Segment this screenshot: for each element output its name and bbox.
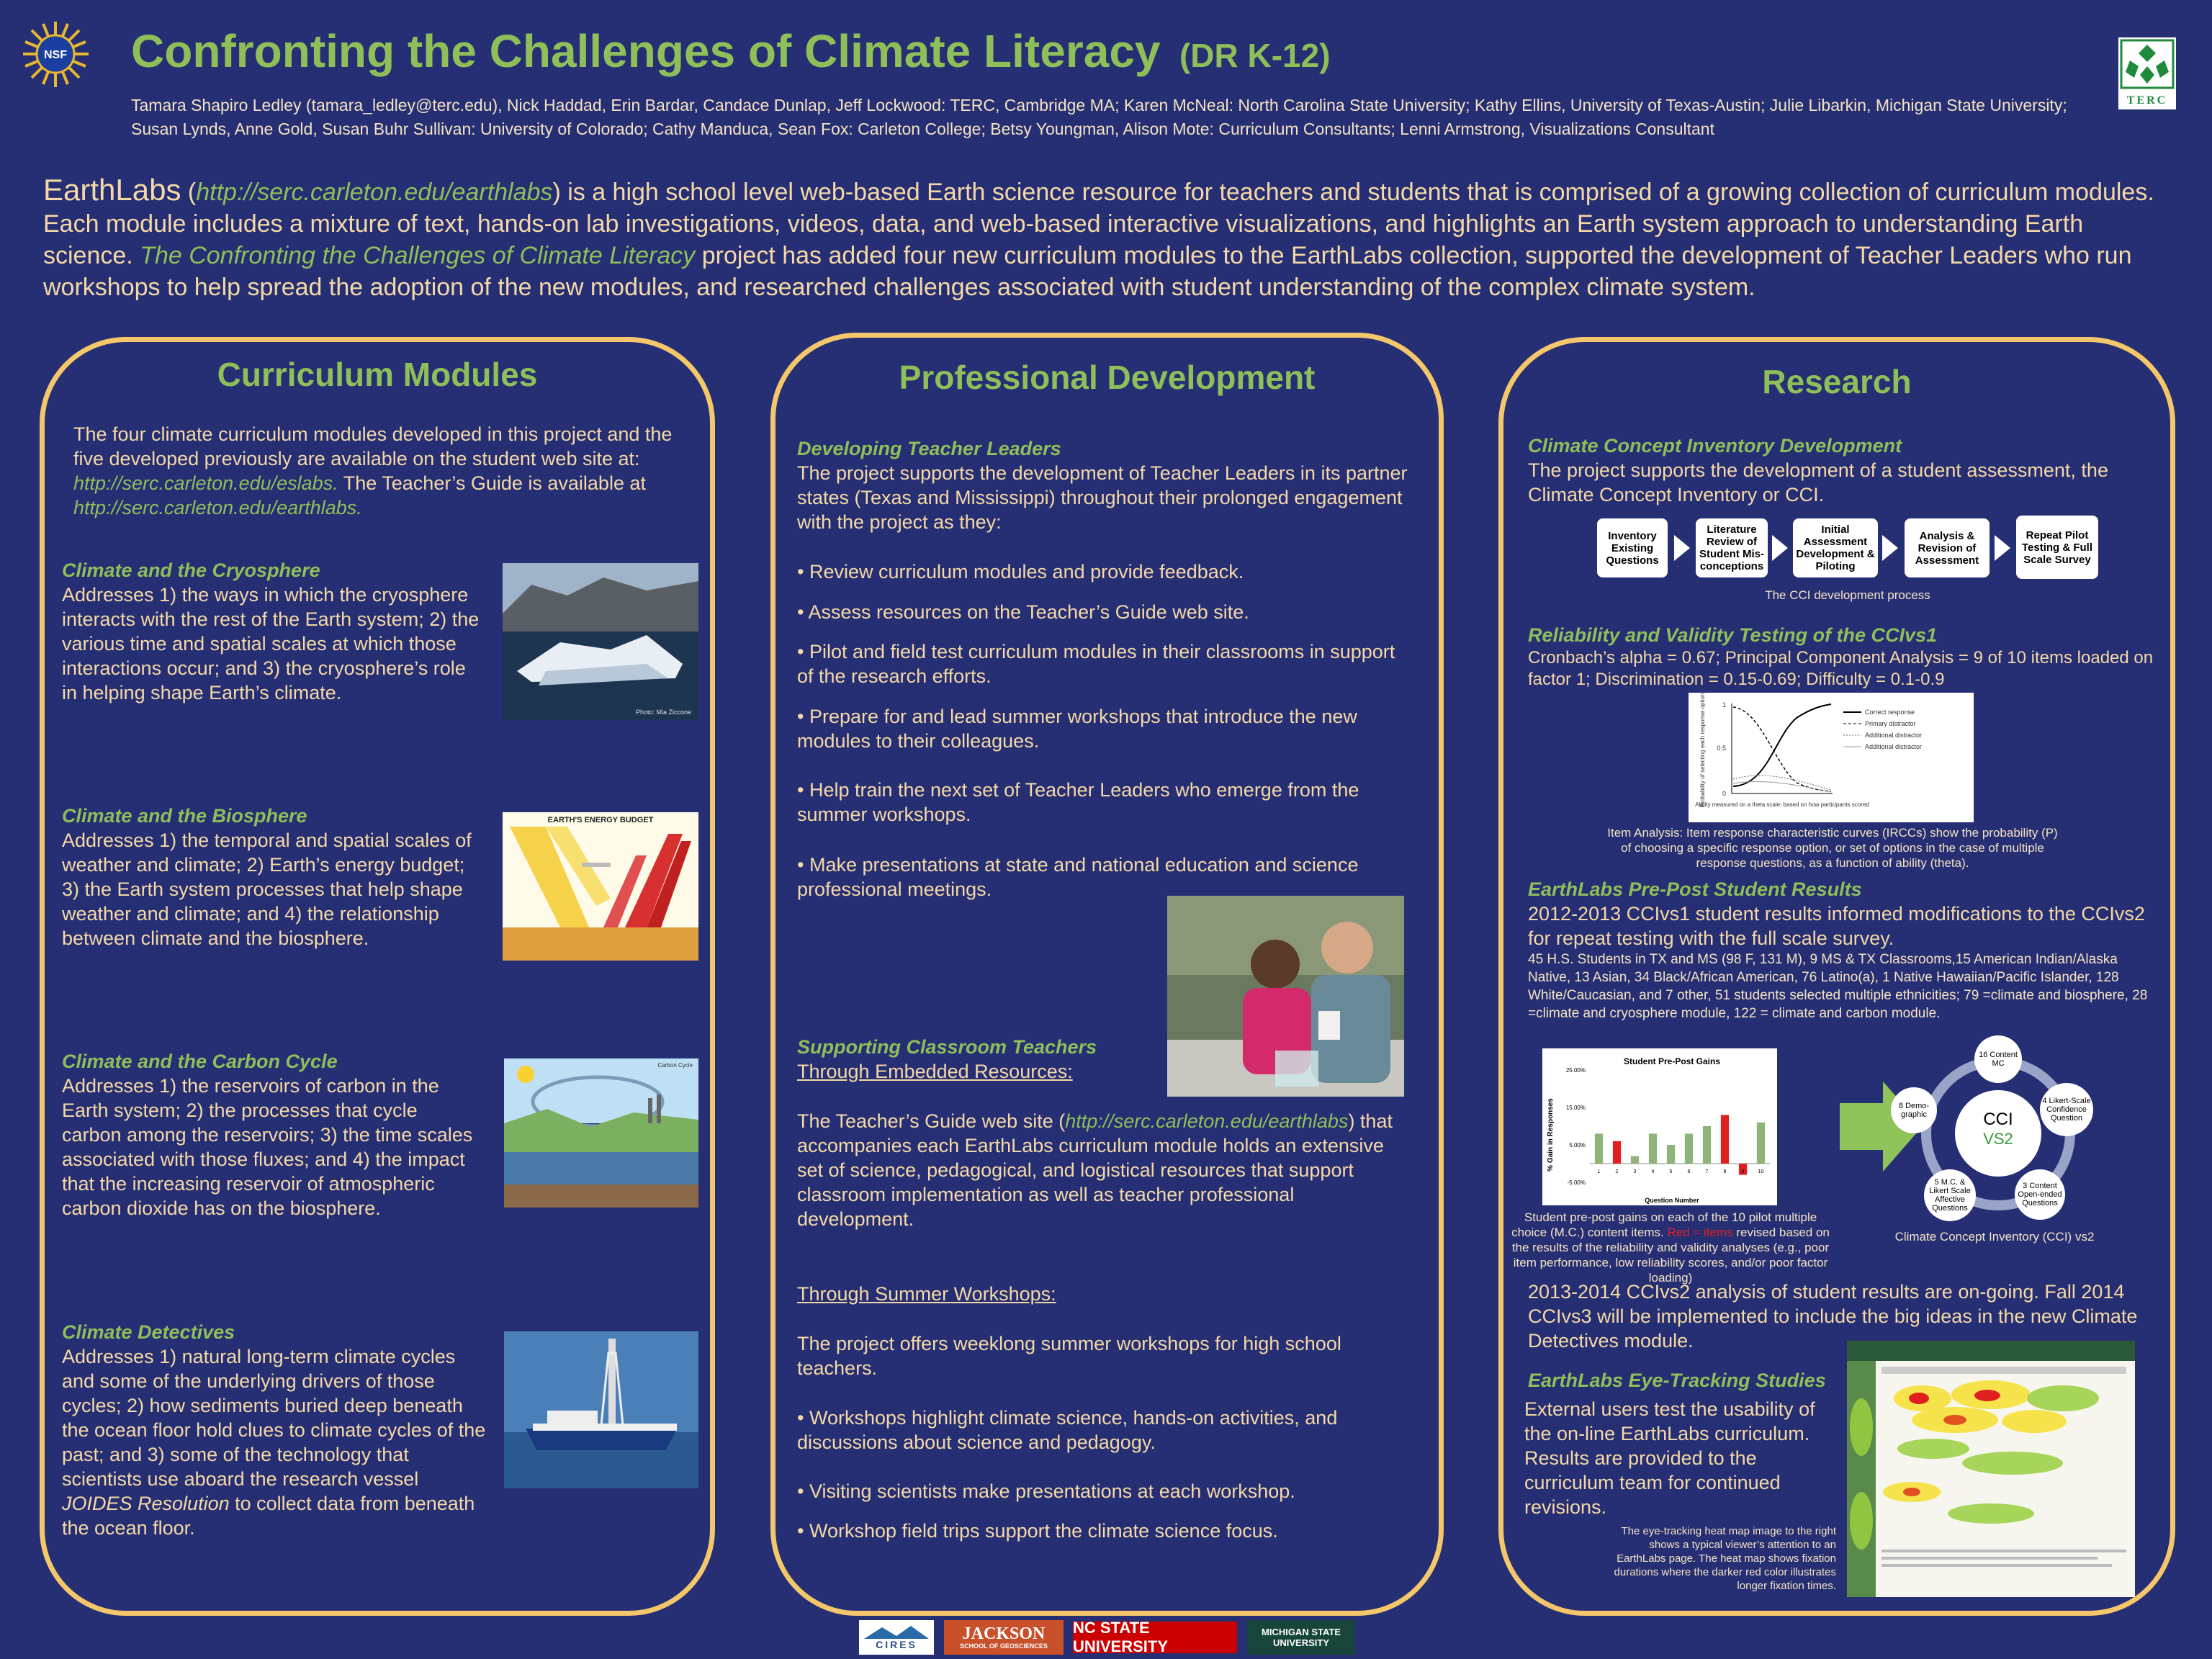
eslabs-link[interactable]: http://serc.carleton.edu/eslabs. xyxy=(73,472,338,494)
pd-workshops-heading: Through Summer Workshops: xyxy=(797,1283,1056,1305)
chart-xtick-label: 2 xyxy=(1615,1169,1619,1174)
chart-xtick-label: 4 xyxy=(1651,1169,1655,1174)
ircc-caption: Item Analysis: Item response characteristic curves (IRCCs) show the probability (P) of choosing a specific response option, or set of options in the case of multiple response questions, as a function of ability (theta). xyxy=(1607,826,2058,870)
research-title: Research xyxy=(1762,363,1912,400)
module-text: Addresses 1) natural long-term climate cycles and some of the underlying drivers of those cycles; 2) how sediments buried deep beneath the ocean floor hold clues to climate cycles of the past; and 3) some of the technology that scientists use aboard the research vessel JOIDES Resolution to collect data from beneath the ocean floor. xyxy=(62,1346,486,1539)
chart-ytick-label: 15.00% xyxy=(1565,1105,1586,1111)
svg-text:Ability measured on a theta sc: Ability measured on a theta scale: based on how participants scored xyxy=(1695,801,1869,808)
pd-bullet: • Help train the next set of Teacher Leaders who emerge from the summer workshops. xyxy=(797,779,1359,825)
cci-node: 5 M.C. & Likert Scale Affective Questions xyxy=(1924,1169,1976,1221)
chart-bar xyxy=(1757,1123,1765,1164)
teacher-guide-link[interactable]: http://serc.carleton.edu/earthlabs. xyxy=(73,497,362,518)
curriculum-intro: The four climate curriculum modules developed in this project and the five developed previously are available on the student web site at: http://serc.carleton.edu/eslabs. The Teacher’s Guide is available at http://serc.carleton.edu/earthlabs. xyxy=(73,423,673,518)
pd-classroom-support xyxy=(797,1035,1157,1084)
section-text: The project supports the development of Teacher Leaders in its partner states (Texas and Mississippi) throughout their prolonged engagement with the project as they: xyxy=(797,462,1408,533)
svg-text:Additional distractor: Additional distractor xyxy=(1865,743,1923,750)
section-heading: Developing Teacher Leaders xyxy=(797,438,1061,459)
pd-bullet: • Review curriculum modules and provide feedback. xyxy=(797,561,1244,583)
chart-xtick-label: 6 xyxy=(1687,1169,1691,1174)
module-title: Climate Detectives xyxy=(62,1321,235,1343)
research-reliability xyxy=(1528,623,2162,691)
curriculum-title: Curriculum Modules xyxy=(217,356,538,393)
flow-caption: The CCI development process xyxy=(1765,588,1930,602)
section-heading: EarthLabs Pre-Post Student Results xyxy=(1528,878,1862,900)
pd-bullet: • Make presentations at state and national education and science professional meetings. xyxy=(797,854,1359,900)
chart-xtick-label: 3 xyxy=(1633,1169,1637,1174)
pd-bullet: • Assess resources on the Teacher’s Guide web site. xyxy=(797,601,1249,623)
cci-node: 3 Content Open-ended Questions xyxy=(2015,1169,2065,1220)
carbon-cycle-diagram xyxy=(504,1058,698,1208)
svg-text:Probability of selecting each: Probability of selecting each response option xyxy=(1699,693,1706,808)
svg-text:Correct response: Correct response xyxy=(1865,709,1915,716)
module-text: Addresses 1) the temporal and spatial scales of weather and climate; 2) Earth’s energy budget; 3) the Earth system processes that help shape weather and climate; and 4) the relationship between climate and the biosphere. xyxy=(62,830,472,949)
research-cci xyxy=(1528,433,2162,507)
eye-tracking-text: External users test the usability of the on-line EarthLabs curriculum. Results are provided to the curriculum team for continued revisions. xyxy=(1524,1398,1815,1518)
module-title: Climate and the Carbon Cycle xyxy=(62,1051,338,1072)
earthlabs-link[interactable]: http://serc.carleton.edu/earthlabs xyxy=(196,179,553,206)
cci-diagram xyxy=(1887,1034,2103,1237)
flow-arrow xyxy=(1882,535,1898,561)
module-title: Climate and the Biosphere xyxy=(62,805,307,827)
flow-step: Analysis & Revision of Assessment xyxy=(1905,518,1990,577)
eye-tracking-heatmap xyxy=(1847,1341,2135,1597)
intro-paragraph: EarthLabs (http://serc.carleton.edu/earthlabs) is a high school level web-based Earth science resource for teachers and students that is comprised of a growing collection of curriculum modules. Each module includes a mixture of text, hands-on lab investigations, videos, data, and web-based interactive visualizations, and highlights an Earth system approach to understanding Earth science. The Confronting the Challenges of Climate Literacy project has added four new curriculum modules to the EarthLabs collection, supported the development of Teacher Leaders who run workshops to help spread the adoption of the new modules, and researched challenges associated with student understanding of the complex climate system. xyxy=(43,173,2154,301)
cci-caption: Climate Concept Inventory (CCI) vs2 xyxy=(1894,1230,2095,1244)
module-biosphere xyxy=(62,804,480,950)
chart-xlabel: Question Number xyxy=(1645,1197,1699,1204)
pd-teacher-leaders xyxy=(797,436,1409,534)
earthlabs-name: EarthLabs xyxy=(43,173,181,207)
chart-bar xyxy=(1595,1133,1603,1164)
chart-ytick-label: 5.00% xyxy=(1569,1142,1586,1148)
pd-embedded-text: The Teacher’s Guide web site (http://serc.carleton.edu/earthlabs) that accompanies each EarthLabs curriculum module holds an extensive set of science, pedagogical, and logistical resources that support classroom implementation as well as teacher professional development. xyxy=(797,1110,1393,1230)
msu-logo: MICHIGAN STATE UNIVERSITY xyxy=(1247,1620,1355,1655)
flow-step: Initial Assessment Development & Piloting xyxy=(1793,518,1878,577)
gains-chart xyxy=(1542,1048,1777,1205)
module-cryosphere xyxy=(62,558,480,705)
module-text: Addresses 1) the reservoirs of carbon in the Earth system; 2) the processes that cycle carbon among the reservoirs; 3) the time scales associated with those fluxes; and 4) the impact that the increasing reservoir of atmospheric carbon dioxide has on the biosphere. xyxy=(62,1075,473,1219)
grant-label: (DR K-12) xyxy=(1179,37,1331,74)
eye-tracking-heading: EarthLabs Eye-Tracking Studies xyxy=(1528,1370,1826,1391)
flow-step: Repeat Pilot Testing & Full Scale Survey xyxy=(2016,516,2098,579)
flow-arrow xyxy=(1995,535,2010,561)
flow-step: Literature Review of Student Mis-conceptions xyxy=(1696,518,1768,577)
section-heading: Reliability and Validity Testing of the CCIvs1 xyxy=(1528,624,1938,646)
joides-ship-photo xyxy=(504,1331,698,1488)
energy-budget-diagram xyxy=(503,812,698,961)
teacher-guide-link[interactable]: http://serc.carleton.edu/earthlabs xyxy=(1065,1110,1349,1132)
flow-arrow xyxy=(1772,535,1788,561)
cryosphere-photo xyxy=(503,563,698,720)
pd-bullet: • Visiting scientists make presentations at each workshop. xyxy=(797,1480,1295,1502)
module-carbon-cycle xyxy=(62,1049,480,1220)
module-title: Climate and the Cryosphere xyxy=(62,559,320,581)
student-demographics: 45 H.S. Students in TX and MS (98 F, 131 M), 9 MS & TX Classrooms,15 American Indian/Alaska Native, 13 Asian, 34 Black/African American, 76 Latino(a), 1 Native Hawaiian/Pacific Islander, 128 White/Caucasian, and 7 other, 51 students selected multiple ethnicities; 79 =climate and biosphere, 28 =climate and cryosphere module, 122 = climate and carbon module. xyxy=(1528,952,2148,1021)
section-text: The project supports the development of a student assessment, the Climate Concept Inventory or CCI. xyxy=(1528,459,2108,505)
poster-title: Confronting the Challenges of Climate Literacy xyxy=(131,25,1161,77)
pd-bullet: • Pilot and field test curriculum modules in their classrooms in support of the research efforts. xyxy=(797,641,1395,687)
section-heading: Supporting Classroom Teachers xyxy=(797,1036,1097,1058)
module-climate-detectives xyxy=(62,1320,487,1540)
svg-text:Additional distractor: Additional distractor xyxy=(1865,732,1923,739)
ircc-chart xyxy=(1689,693,1974,822)
workshop-photo xyxy=(1167,896,1404,1097)
chart-bar xyxy=(1631,1156,1639,1164)
chart-bar xyxy=(1703,1126,1711,1164)
chart-xtick-label: 10 xyxy=(1758,1169,1764,1174)
chart-title: Student Pre-Post Gains xyxy=(1623,1056,1721,1066)
cci-center: CCI VS2 xyxy=(1983,1110,2013,1148)
chart-xtick-label: 8 xyxy=(1723,1169,1727,1174)
research-prepost xyxy=(1528,877,2162,1022)
project-name: The Confronting the Challenges of Climate Literacy xyxy=(140,242,696,269)
section-subheading: Through Embedded Resources: xyxy=(797,1061,1073,1082)
pd-bullet: • Workshop field trips support the climate science focus. xyxy=(797,1520,1278,1542)
section-text: 2012-2013 CCIvs1 student results informed modifications to the CCIvs2 for repeat testing with the full scale survey. xyxy=(1528,903,2145,949)
svg-text:0: 0 xyxy=(1722,790,1726,797)
cires-logo: CIRES xyxy=(859,1620,934,1655)
eye-tracking-caption: The eye-tracking heat map image to the right shows a typical viewer’s attention to an EarthLabs page. The heat map shows fixation durations where the darker red color illustrates longer fixation times. xyxy=(1614,1525,1836,1592)
terc-logo: TERC xyxy=(2118,37,2176,109)
ncstate-logo: NC STATE UNIVERSITY xyxy=(1073,1622,1237,1653)
chart-bar xyxy=(1613,1141,1621,1164)
section-heading: Climate Concept Inventory Development xyxy=(1528,435,1902,457)
svg-text:0.5: 0.5 xyxy=(1717,745,1726,752)
svg-text:Carbon Cycle: Carbon Cycle xyxy=(657,1062,693,1069)
jackson-logo: JACKSON SCHOOL OF GEOSCIENCES xyxy=(944,1620,1064,1655)
gains-caption: Student pre-post gains on each of the 10 pilot multiple choice (M.C.) content items. Red = items revised based on the results of the reliability and validity analyses (e.g., poor item performance, low reliability scores, and/or poor factor loading) xyxy=(1511,1210,1830,1285)
pd-title: Professional Development xyxy=(899,359,1316,396)
svg-text:EARTH'S ENERGY BUDGET: EARTH'S ENERGY BUDGET xyxy=(547,816,654,824)
chart-ytick-label: -5.00% xyxy=(1567,1179,1586,1186)
chart-bar xyxy=(1649,1133,1657,1164)
chart-xtick-label: 9 xyxy=(1741,1169,1745,1174)
chart-xtick-label: 5 xyxy=(1669,1169,1673,1174)
authors: Tamara Shapiro Ledley (tamara_ledley@terc.edu), Nick Haddad, Erin Bardar, Candace Dunlap, Jeff Lockwood: TERC, Cambridge MA; Karen McNeal: North Carolina State University; Kathy Ellins, University of Texas-Austin; Julie Libarkin, Michigan State University; Susan Lynds, Anne Gold, Susan Buhr Sullivan: University of Colorado; Cathy Manduca, Sean Fox: Carleton College; Betsy Youngman, Alison Mote: Curriculum Consultants; Lenni Armstrong, Visualizations Consultant xyxy=(131,96,2067,138)
pd-workshops-text: The project offers weeklong summer workshops for high school teachers. xyxy=(797,1333,1341,1379)
pd-bullet: • Workshops highlight climate science, hands-on activities, and discussions about science and pedagogy. xyxy=(797,1407,1338,1453)
flow-step: Inventory Existing Questions xyxy=(1597,518,1668,577)
pd-bullet: • Prepare for and lead summer workshops that introduce the new modules to their colleagues. xyxy=(797,706,1357,752)
cci-node: 8 Demo-graphic xyxy=(1891,1087,1937,1133)
flow-arrow xyxy=(1674,535,1690,561)
svg-text:Photo: Mia Ziccone: Photo: Mia Ziccone xyxy=(635,709,691,716)
chart-bar xyxy=(1667,1145,1675,1164)
chart-bar xyxy=(1685,1133,1693,1164)
section-text: Cronbach’s alpha = 0.67; Principal Component Analysis = 9 of 10 items loaded on factor 1; Discrimination = 0.15-0.69; Difficulty = 0.1-0.9 xyxy=(1528,648,2154,689)
svg-text:1: 1 xyxy=(1722,701,1726,709)
cci-node: 16 Content MC xyxy=(1974,1035,2022,1083)
module-text: Addresses 1) the ways in which the cryosphere interacts with the rest of the Earth system; 2) the various time and spatial scales at which those interactions occur; and 3) the cryosphere’s role in helping shape Earth’s climate. xyxy=(62,584,480,703)
chart-bar xyxy=(1721,1115,1729,1164)
chart-xtick-label: 1 xyxy=(1597,1169,1601,1174)
chart-ylabel: % Gain in Responses xyxy=(1547,1098,1555,1172)
chart-ytick-label: 25.00% xyxy=(1565,1067,1586,1074)
chart-xtick-label: 7 xyxy=(1705,1169,1709,1174)
svg-text:NSF: NSF xyxy=(44,49,67,61)
research-ongoing: 2013-2014 CCIvs2 analysis of student results are on-going. Fall 2014 CCIvs3 will be implemented to include the big ideas in the new Climate Detectives module. xyxy=(1528,1281,2138,1352)
nsf-logo xyxy=(22,20,90,89)
cci-node: 4 Likert-Scale Confidence Question xyxy=(2040,1083,2093,1136)
svg-text:Primary distractor: Primary distractor xyxy=(1865,720,1916,727)
